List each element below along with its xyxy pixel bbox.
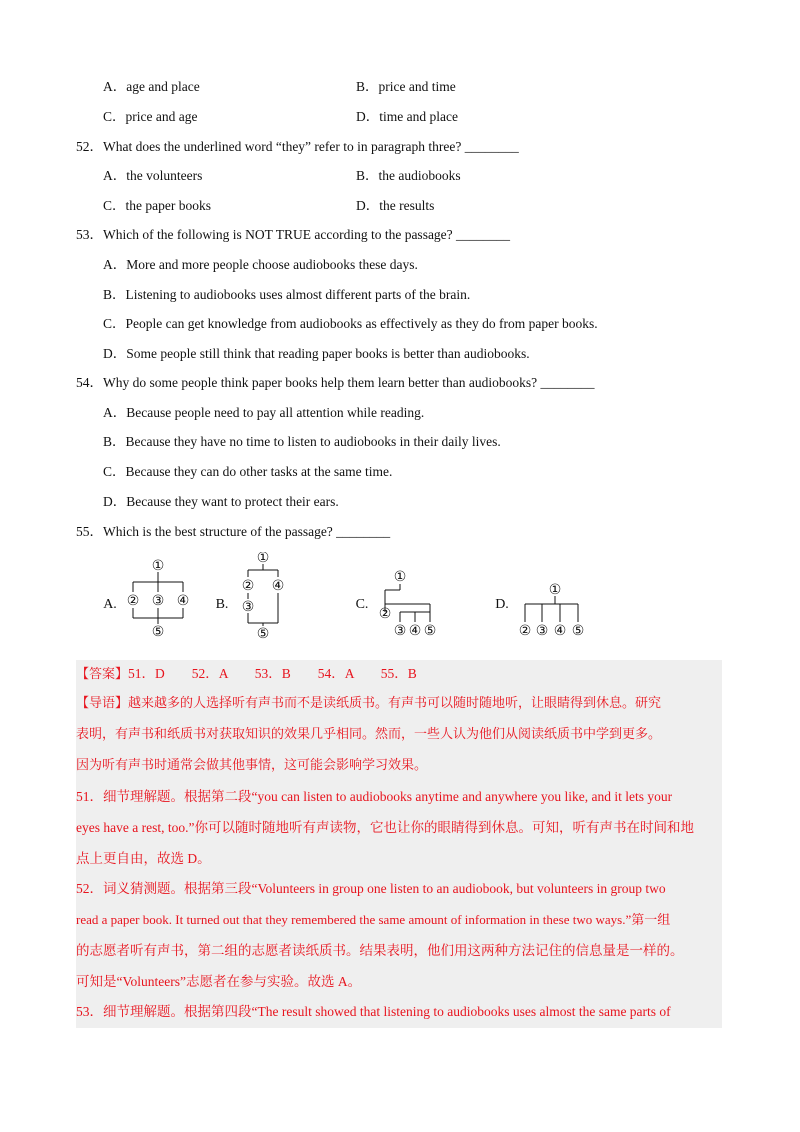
q54-option-b: B．Because they have no time to listen to audiobooks in their daily lives. bbox=[103, 434, 501, 449]
explanation-51-line-3: 点上更自由，故选 D。 bbox=[76, 851, 211, 866]
q54-option-a: A．Because people need to pay all attention while reading. bbox=[103, 405, 425, 420]
diagram-c-node-4: ④ bbox=[408, 623, 422, 639]
q51-option-a: A．age and place bbox=[103, 79, 200, 94]
q53-option-d: D．Some people still think that reading paper books is better than audiobooks. bbox=[103, 346, 530, 361]
guide-text-1: 越来越多的人选择听有声书而不是读纸质书。有声书可以随时随地听，让眼睛得到休息。研究 bbox=[128, 696, 662, 711]
q54-option-c: C．Because they can do other tasks at the same time. bbox=[103, 464, 393, 479]
explanation-52-line-3: 的志愿者听有声书，第二组的志愿者读纸质书。结果表明，他们用这两种方法记住的信息量是一样的。 bbox=[76, 943, 684, 958]
guide-line-1 bbox=[76, 695, 661, 713]
diagram-c-node-1: ① bbox=[393, 569, 407, 585]
diagram-a-node-1: ① bbox=[151, 558, 165, 574]
diagram-a-node-2: ② bbox=[126, 593, 140, 609]
q53-option-b: B．Listening to audiobooks uses almost different parts of the brain. bbox=[103, 287, 471, 302]
answer-key-text: 51．D 52．A 53．B 54．A 55．B bbox=[128, 666, 417, 681]
diagram-b-node-3: ③ bbox=[241, 599, 255, 615]
diagram-d-node-3: ③ bbox=[535, 623, 549, 639]
q53-stem: 53．Which of the following is NOT TRUE according to the passage? ________ bbox=[76, 227, 511, 242]
explanation-52-line-4: 可知是“Volunteers”志愿者在参与实验。故选 A。 bbox=[76, 974, 362, 989]
diagram-b-node-4: ④ bbox=[271, 578, 285, 594]
q52-option-c: C．the paper books bbox=[103, 198, 211, 213]
q55-stem: 55．Which is the best structure of the passage? ________ bbox=[76, 524, 391, 539]
diagram-d-node-1: ① bbox=[548, 582, 562, 598]
diagram-b-label: B. bbox=[215, 597, 229, 612]
answer-key-line bbox=[76, 665, 417, 684]
explanation-51-line-1: 51．细节理解题。根据第二段“you can listen to audiobooks anytime and anywhere you like, and it lets your bbox=[76, 789, 673, 804]
q51-option-d: D．time and place bbox=[356, 109, 458, 124]
diagram-b-node-2: ② bbox=[241, 578, 255, 594]
q54-stem: 54．Why do some people think paper books help them learn better than audiobooks? ________ bbox=[76, 375, 595, 390]
diagram-a-label: A. bbox=[103, 597, 117, 612]
guide-line-2: 表明，有声书和纸质书对获取知识的效果几乎相同。然而，一些人认为他们从阅读纸质书中学到更多。 bbox=[76, 727, 662, 742]
diagram-c-node-2: ② bbox=[378, 606, 392, 622]
q52-option-b: B．the audiobooks bbox=[356, 168, 461, 183]
explanation-52-line-2: read a paper book. It turned out that they remembered the same amount of information in these two ways.”第一组 bbox=[76, 912, 671, 927]
q52-option-a: A．the volunteers bbox=[103, 168, 203, 183]
q53-option-c: C．People can get knowledge from audiobooks as effectively as they do from paper books. bbox=[103, 316, 598, 331]
diagram-b-node-5: ⑤ bbox=[256, 626, 270, 642]
diagram-a-node-5: ⑤ bbox=[151, 624, 165, 640]
guide-label: 【导语】 bbox=[76, 696, 129, 711]
diagram-d-label: D. bbox=[495, 597, 509, 612]
diagram-b-node-1: ① bbox=[256, 552, 270, 566]
diagram-c-label: C. bbox=[355, 597, 369, 612]
answer-key-label: 【答案】 bbox=[76, 667, 129, 682]
diagram-d-node-4: ④ bbox=[553, 623, 567, 639]
structure-diagrams bbox=[100, 552, 720, 642]
q54-option-d: D．Because they want to protect their ears. bbox=[103, 494, 339, 509]
diagram-c-node-5: ⑤ bbox=[423, 623, 437, 639]
diagram-d-node-2: ② bbox=[518, 623, 532, 639]
q53-option-a: A．More and more people choose audiobooks these days. bbox=[103, 257, 418, 272]
explanation-52-line-1: 52．词义猜测题。根据第三段“Volunteers in group one listen to an audiobook, but volunteers in group two bbox=[76, 881, 666, 896]
diagram-d-node-5: ⑤ bbox=[571, 623, 585, 639]
explanation-53-line-1: 53．细节理解题。根据第四段“The result showed that listening to audiobooks uses almost the same parts of bbox=[76, 1004, 671, 1019]
q52-stem: 52．What does the underlined word “they” refer to in paragraph three? ________ bbox=[76, 139, 519, 154]
q51-option-b: B．price and time bbox=[356, 79, 456, 94]
diagram-c-node-3: ③ bbox=[393, 623, 407, 639]
q51-option-c: C．price and age bbox=[103, 109, 198, 124]
diagram-a-node-3: ③ bbox=[151, 593, 165, 609]
explanation-51-line-2: eyes have a rest, too.”你可以随时随地听有声读物，它也让你的眼睛得到休息。可知，听有声书在时间和地 bbox=[76, 820, 694, 835]
q52-option-d: D．the results bbox=[356, 198, 435, 213]
diagram-a-node-4: ④ bbox=[176, 593, 190, 609]
guide-line-3: 因为听有声书时通常会做其他事情，这可能会影响学习效果。 bbox=[76, 758, 428, 773]
